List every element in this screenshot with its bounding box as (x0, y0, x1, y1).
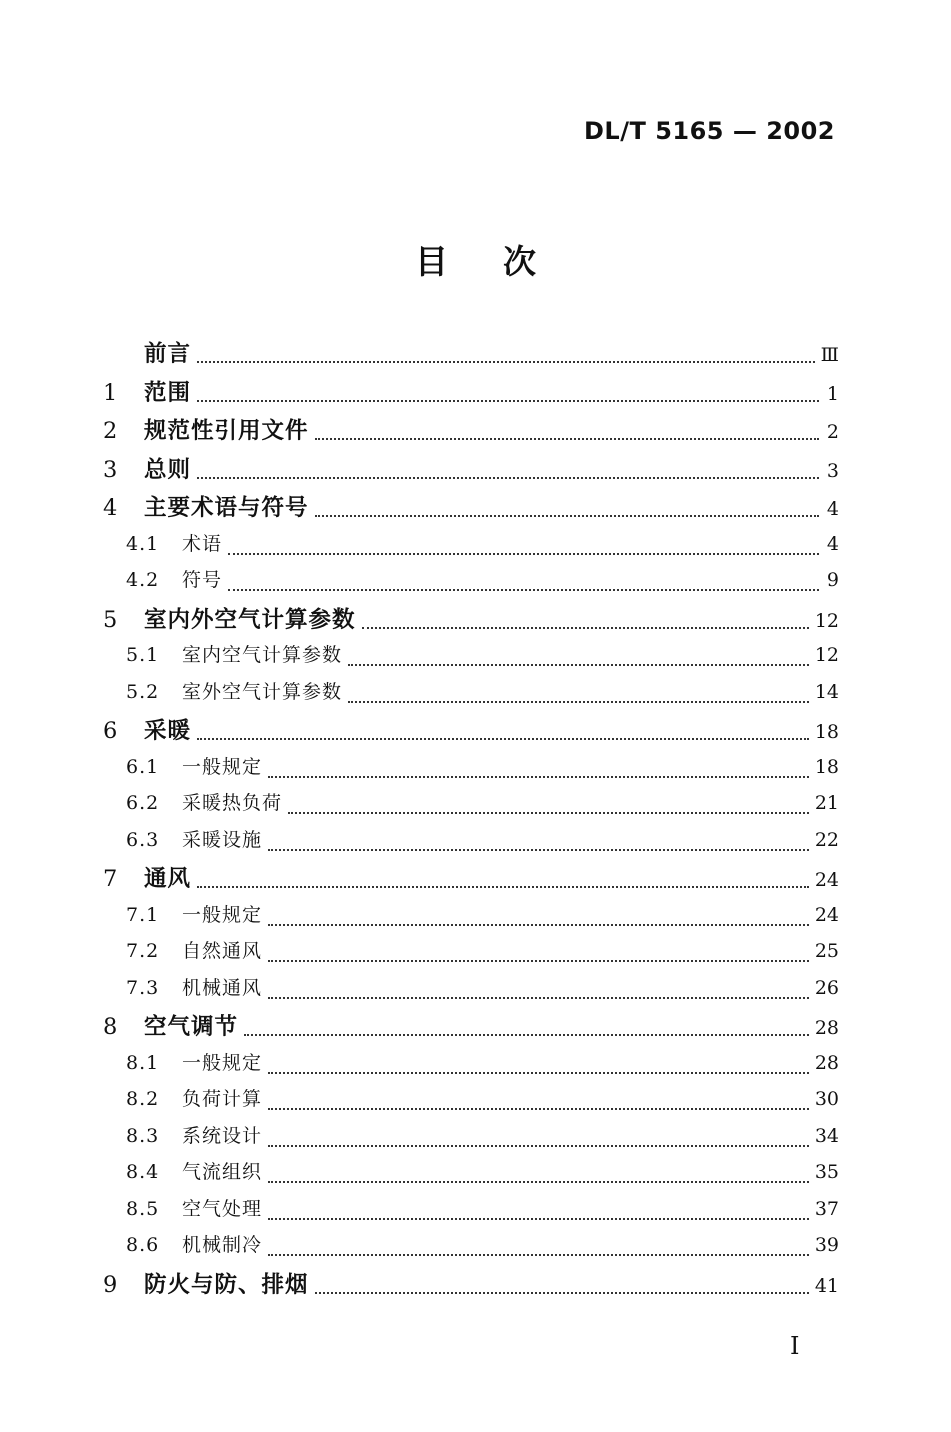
toc-entry-page: 22 (814, 828, 839, 851)
toc-entry-number: 7.1 (126, 903, 160, 926)
dot-leader (315, 438, 819, 440)
toc-entry-label: 气流组织 (182, 1161, 263, 1183)
toc-entry-label: 采暖热负荷 (182, 792, 283, 814)
toc-entry[interactable] (103, 602, 839, 641)
toc-entry-page: 21 (814, 792, 839, 814)
toc-entry-page: 12 (814, 609, 839, 632)
toc-entry-label: 防火与防、排烟 (144, 1271, 309, 1298)
dot-leader (288, 812, 809, 814)
dot-leader (268, 1181, 809, 1183)
toc-entry-page: 26 (814, 976, 839, 999)
dot-leader (268, 776, 809, 778)
toc-entry[interactable] (103, 788, 839, 825)
toc-entry[interactable] (103, 900, 839, 937)
toc-entry-label: 规范性引用文件 (144, 418, 309, 444)
toc-entry-label: 符号 (182, 569, 223, 591)
toc-entry-label: 室外空气计算参数 (182, 680, 343, 703)
dot-leader (315, 1292, 809, 1294)
toc-entry-number: 5.1 (126, 644, 160, 666)
toc-entry-page: 14 (814, 680, 839, 703)
dot-leader (362, 627, 809, 629)
toc-entry-label: 空气调节 (144, 1014, 239, 1040)
dot-leader (228, 553, 819, 555)
toc-entry-label: 一般规定 (182, 1051, 263, 1074)
toc-entry-page: 25 (814, 940, 839, 962)
dot-leader (268, 1072, 809, 1074)
toc-entry-number: 7.2 (126, 940, 160, 962)
toc-entry-page: 4 (826, 498, 839, 520)
toc-entry-page: 28 (814, 1017, 839, 1039)
toc-entry[interactable] (103, 973, 839, 1010)
toc-entry-page: 1 (826, 382, 839, 405)
toc-entry-number: 2 (103, 418, 118, 444)
toc-entry-number: 8.1 (126, 1051, 160, 1074)
toc-entry-number: 6 (103, 718, 118, 744)
toc-entry-number: 3 (103, 456, 118, 483)
toc-entry-number: 7.3 (126, 976, 160, 999)
toc-entry-label: 总则 (144, 456, 192, 483)
toc-entry-label: 机械通风 (182, 976, 263, 999)
toc-entry[interactable] (103, 1230, 839, 1267)
dot-leader (268, 1108, 809, 1110)
toc-entry-label: 范围 (144, 379, 192, 406)
page-title: 目次 (415, 242, 591, 281)
page-number: I (790, 1332, 800, 1360)
toc-entry-page: 12 (814, 644, 839, 666)
toc-entry[interactable] (103, 1267, 839, 1306)
dot-leader (228, 589, 819, 591)
toc-entry-page: 9 (826, 569, 839, 591)
toc-entry[interactable] (103, 825, 839, 862)
dot-leader (268, 960, 809, 962)
toc-entry[interactable] (103, 713, 839, 752)
toc-entry-number: 8.2 (126, 1088, 160, 1110)
toc-entry-label: 术语 (182, 532, 223, 555)
toc-entry-number: 6.3 (126, 828, 160, 851)
dot-leader (348, 664, 809, 666)
toc-entry[interactable] (103, 490, 839, 529)
dot-leader (197, 738, 809, 740)
toc-entry-number: 8 (103, 1014, 118, 1040)
toc-entry-label: 通风 (144, 866, 192, 892)
toc-entry-label: 负荷计算 (182, 1088, 263, 1110)
toc-entry[interactable] (103, 452, 839, 491)
table-of-contents (103, 336, 839, 1305)
dot-leader (268, 1218, 809, 1220)
toc-entry-label: 一般规定 (182, 755, 263, 778)
toc-entry-number: 8.6 (126, 1234, 160, 1256)
toc-entry-label: 空气处理 (182, 1197, 263, 1220)
dot-leader (244, 1034, 809, 1036)
dot-leader (268, 1254, 809, 1256)
toc-entry-page: 24 (814, 903, 839, 926)
toc-entry-number: 1 (103, 379, 118, 406)
toc-entry[interactable] (103, 565, 839, 602)
toc-entry-number: 7 (103, 866, 118, 892)
toc-entry-page: 4 (826, 532, 839, 555)
toc-entry[interactable] (103, 1048, 839, 1085)
toc-entry-number: 4 (103, 495, 118, 521)
toc-entry-page: 3 (826, 459, 839, 482)
toc-entry-number: 4.2 (126, 569, 160, 591)
toc-entry-page: 18 (814, 721, 839, 743)
toc-entry[interactable] (103, 752, 839, 789)
dot-leader (197, 886, 809, 888)
toc-entry-label: 系统设计 (182, 1124, 263, 1147)
toc-entry-label: 一般规定 (182, 903, 263, 926)
dot-leader (315, 515, 819, 517)
toc-entry-label: 机械制冷 (182, 1234, 263, 1256)
toc-entry[interactable] (103, 529, 839, 566)
toc-entry-page: 35 (814, 1161, 839, 1183)
toc-entry-number: 6.2 (126, 792, 160, 814)
toc-entry[interactable] (103, 936, 839, 973)
toc-entry-number: 8.4 (126, 1161, 160, 1183)
toc-entry-page: 28 (814, 1051, 839, 1074)
toc-entry-page: 24 (814, 869, 839, 891)
dot-leader (197, 477, 819, 479)
toc-entry[interactable] (103, 861, 839, 900)
toc-entry[interactable] (103, 336, 839, 375)
toc-entry[interactable] (103, 1009, 839, 1048)
toc-entry-label: 室内空气计算参数 (182, 644, 343, 666)
toc-entry[interactable] (103, 640, 839, 677)
toc-entry-number: 9 (103, 1271, 118, 1298)
toc-entry[interactable] (103, 677, 839, 714)
dot-leader (268, 924, 809, 926)
toc-entry-page: Ⅲ (820, 344, 839, 366)
toc-entry-label: 主要术语与符号 (144, 495, 309, 521)
dot-leader (348, 701, 809, 703)
toc-entry-page: 37 (814, 1197, 839, 1220)
toc-entry-number: 6.1 (126, 755, 160, 778)
toc-entry-page: 18 (814, 755, 839, 778)
toc-entry-page: 41 (814, 1274, 839, 1297)
toc-entry-number: 4.1 (126, 532, 160, 555)
toc-entry-label: 采暖 (144, 718, 192, 744)
toc-entry[interactable] (103, 413, 839, 452)
toc-entry-label: 自然通风 (182, 940, 263, 962)
toc-entry-number: 5.2 (126, 680, 160, 703)
toc-entry[interactable] (103, 1121, 839, 1158)
dot-leader (268, 849, 809, 851)
toc-entry[interactable] (103, 1157, 839, 1194)
toc-entry-number: 8.5 (126, 1197, 160, 1220)
dot-leader (197, 361, 815, 363)
toc-entry-label: 室内外空气计算参数 (144, 606, 356, 633)
document-id: DL/T 5165 — 2002 (583, 117, 835, 145)
dot-leader (268, 997, 809, 999)
toc-entry-number: 8.3 (126, 1124, 160, 1147)
toc-entry-page: 30 (814, 1088, 839, 1110)
dot-leader (268, 1145, 809, 1147)
toc-entry[interactable] (103, 1084, 839, 1121)
toc-entry[interactable] (103, 375, 839, 414)
toc-entry-label: 采暖设施 (182, 828, 263, 851)
toc-entry-page: 2 (826, 421, 839, 443)
toc-entry[interactable] (103, 1194, 839, 1231)
toc-entry-label: 前言 (144, 341, 192, 367)
toc-entry-page: 34 (814, 1124, 839, 1147)
toc-entry-page: 39 (814, 1234, 839, 1256)
toc-entry-number: 5 (103, 606, 118, 633)
dot-leader (197, 400, 819, 402)
